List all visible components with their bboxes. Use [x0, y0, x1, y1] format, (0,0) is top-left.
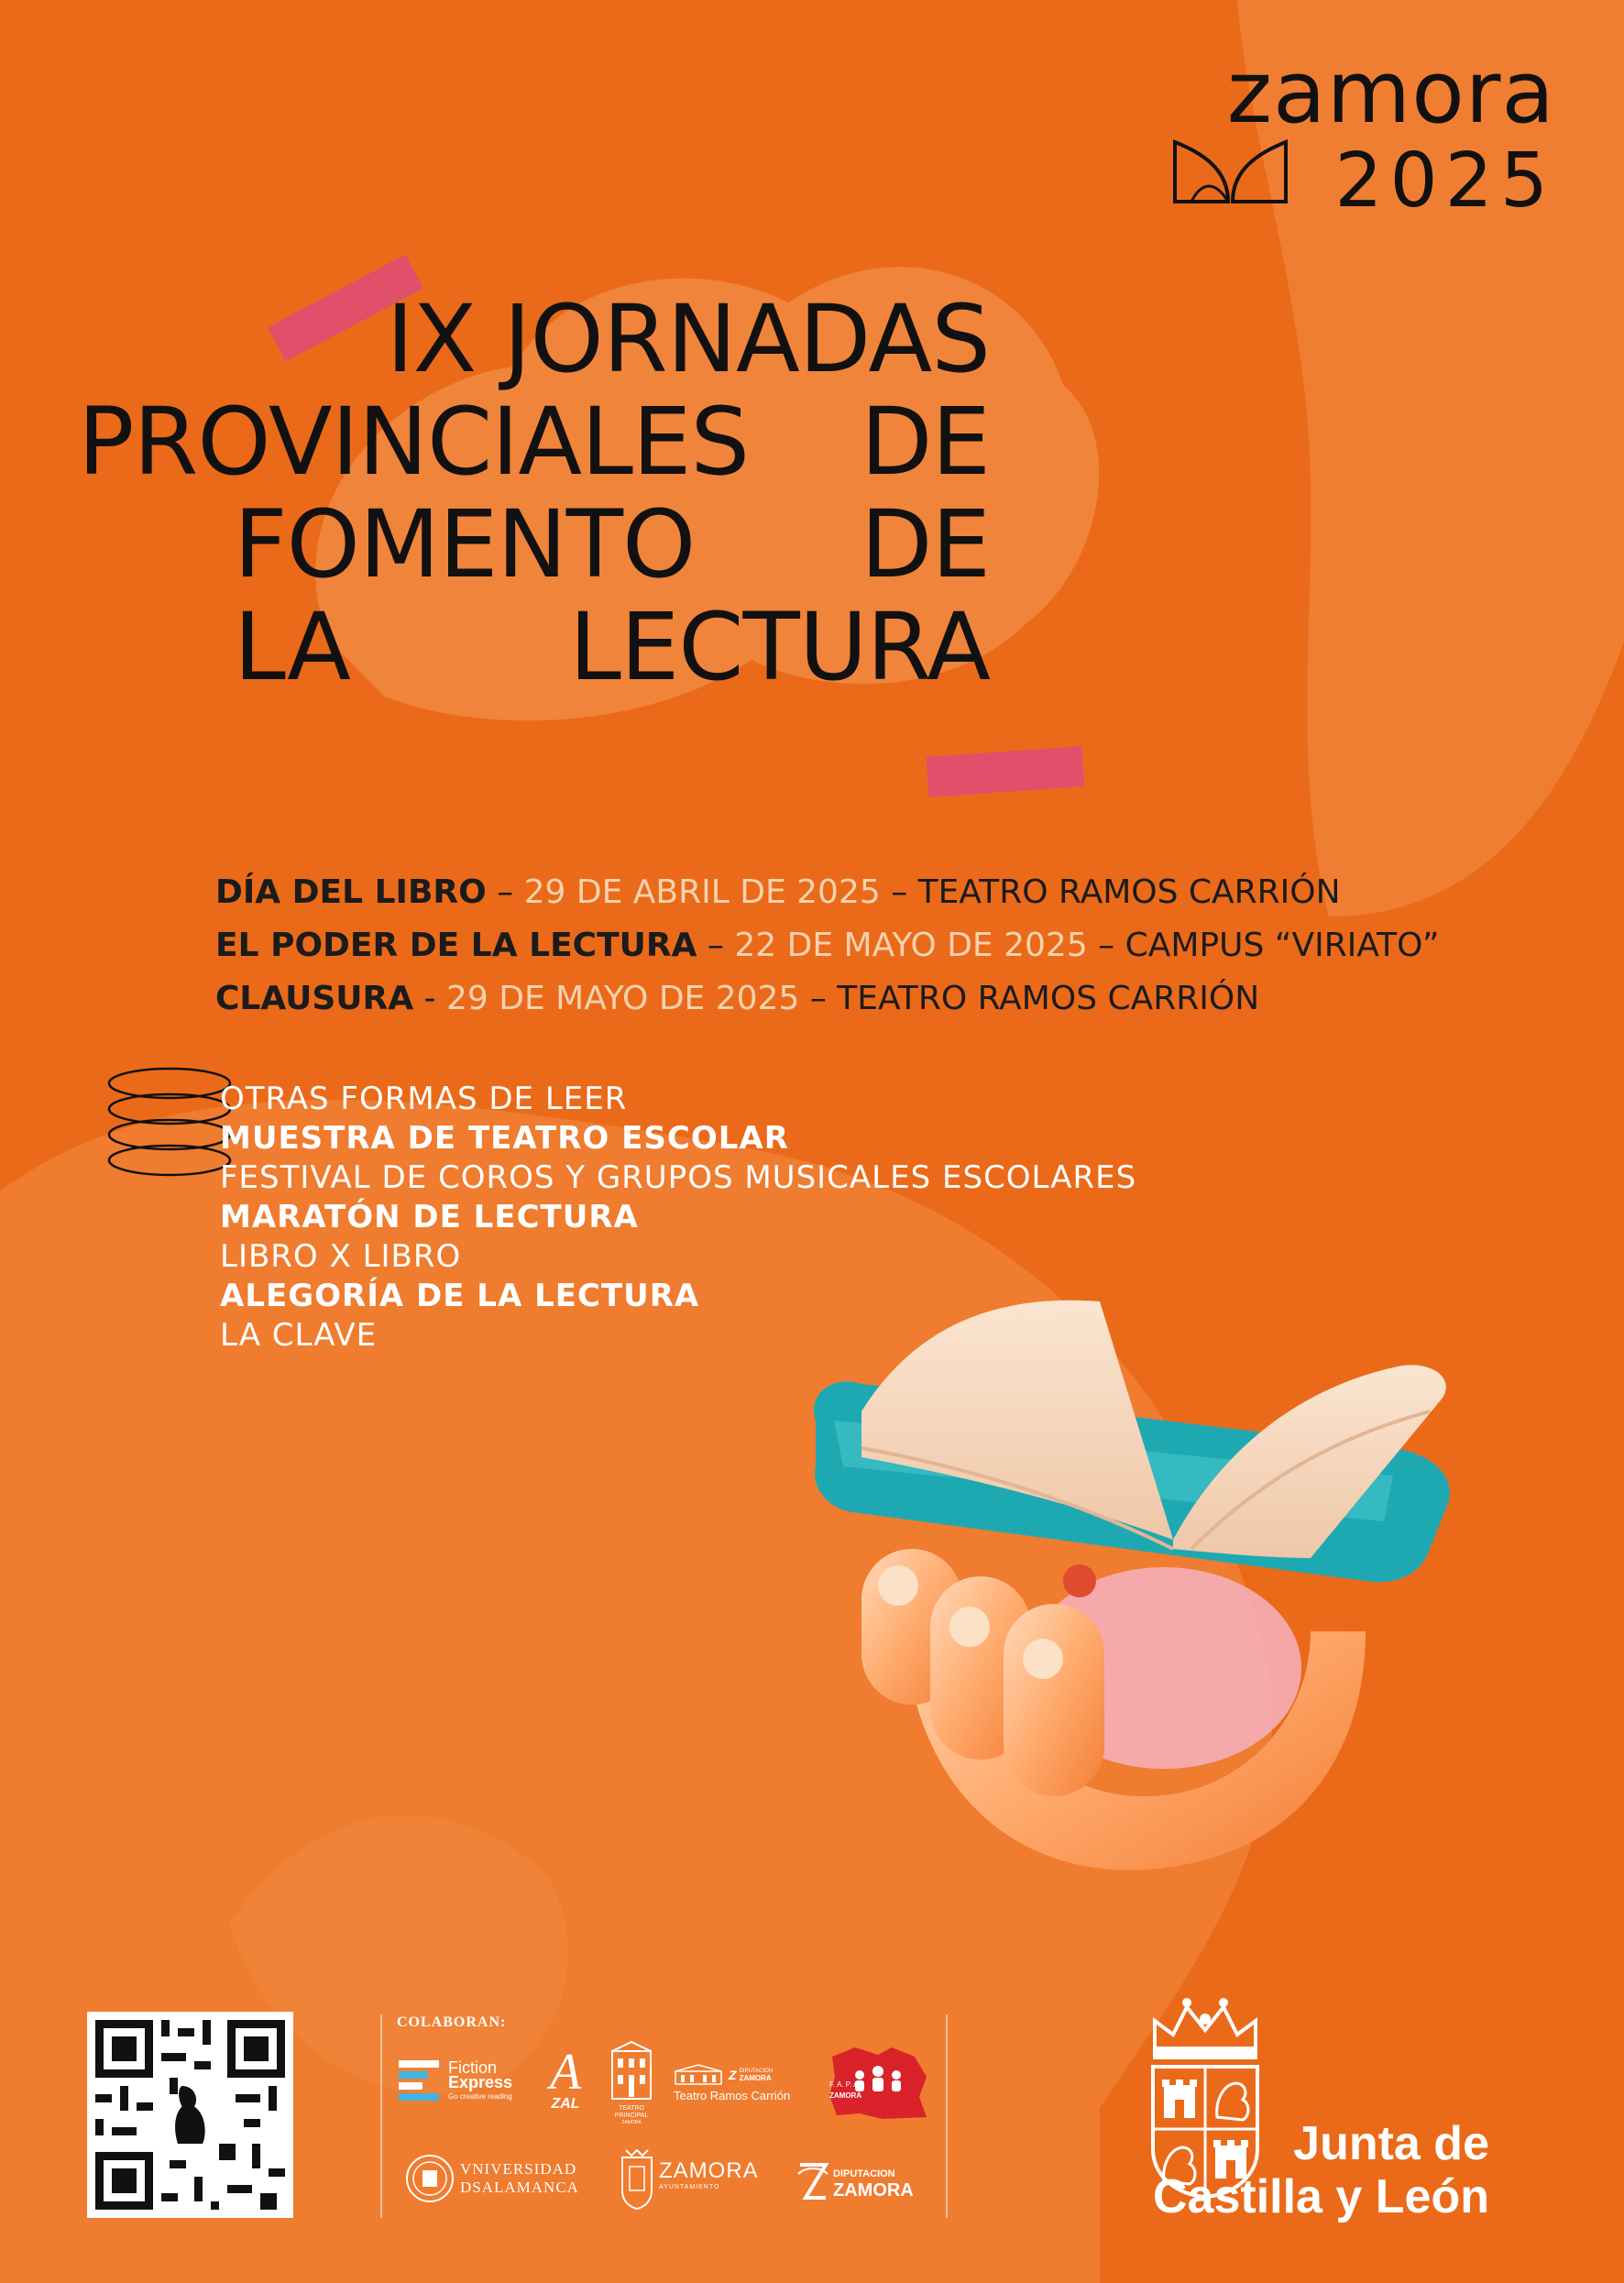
event-place: CAMPUS “VIRIATO” — [1125, 927, 1440, 964]
dip-line2: ZAMORA — [833, 2180, 914, 2201]
event-separator: – — [697, 927, 735, 964]
fapa-line2: ZAMORA — [829, 2091, 862, 2100]
event-separator: – — [799, 980, 838, 1017]
event-date: 29 DE ABRIL DE 2025 — [523, 873, 881, 911]
university-seal-icon — [405, 2154, 455, 2203]
city-crest-icon — [619, 2148, 655, 2211]
event-place: TEATRO RAMOS CARRIÓN — [917, 873, 1341, 911]
event-row — [215, 866, 1440, 919]
event-name: DÍA DEL LIBRO — [215, 873, 487, 911]
title-word: PROVINCIALES — [78, 388, 750, 497]
junta-line2: Castilla y León — [1153, 2170, 1489, 2223]
brand-word: zamora — [1226, 43, 1555, 143]
theatre-building-icon — [609, 2040, 654, 2101]
junta-text — [1153, 2117, 1489, 2223]
rings-decoration-icon — [105, 1065, 234, 1186]
event-date: 22 DE MAYO DE 2025 — [734, 927, 1088, 964]
universidad-salamanca-logo — [405, 2154, 579, 2203]
activity-item: FESTIVAL DE COROS Y GRUPOS MUSICALES ESCOLARES — [220, 1159, 1137, 1196]
junta-castilla-leon-logo — [1104, 1993, 1498, 2232]
fiction-express-logo — [399, 2058, 512, 2106]
activity-item: MUESTRA DE TEATRO ESCOLAR — [220, 1120, 789, 1157]
teatro-ramos-carrion-logo — [674, 2064, 802, 2102]
usal-line1: VNIVERSIDAD — [460, 2160, 577, 2178]
hand-holding-book-illustration — [797, 1283, 1466, 1952]
qr-code[interactable] — [87, 2012, 293, 2218]
zal-logo — [538, 2044, 593, 2112]
diputacion-z-mark-icon — [796, 2161, 829, 2203]
qr-code-pattern — [87, 2012, 293, 2218]
title-word: DE — [861, 490, 990, 599]
zal-label: ZAL — [551, 2096, 580, 2112]
fiction-express-icon — [399, 2058, 443, 2106]
open-book-mark-icon — [1173, 137, 1288, 206]
event-date: 29 DE MAYO DE 2025 — [445, 980, 800, 1017]
title-line-2 — [78, 388, 990, 497]
activity-item: LIBRO X LIBRO — [220, 1238, 462, 1275]
event-separator: – — [486, 873, 524, 911]
title-line-3 — [78, 490, 990, 599]
dip-line1: DIPUTACION — [833, 2168, 895, 2179]
fapa-logo — [828, 2040, 933, 2125]
teatro-principal-line2: PRINCIPAL — [614, 2113, 649, 2119]
ramos-label: Teatro Ramos Carrión — [674, 2089, 791, 2102]
collaborators-panel — [380, 2014, 948, 2218]
title-word: LECTURA — [569, 593, 990, 702]
ramos-dip-line2: ZAMORA — [739, 2074, 772, 2082]
event-separator: – — [880, 873, 918, 911]
event-name: EL PODER DE LA LECTURA — [215, 927, 697, 964]
fapa-line1: F. A. P. A. — [829, 2080, 861, 2089]
ayto-line1: ZAMORA — [659, 2158, 759, 2183]
event-row — [215, 919, 1440, 972]
fiction-express-line2: Express — [448, 2073, 513, 2091]
title-line-1 — [78, 285, 990, 394]
usal-line2: DSALAMANCA — [460, 2179, 579, 2196]
title-word: LA — [234, 593, 350, 702]
ayuntamiento-zamora-logo — [619, 2148, 759, 2211]
title-word: FOMENTO — [234, 490, 696, 599]
event-separator: – — [1087, 927, 1125, 964]
ramos-dip-line1: DIPUTACION — [739, 2069, 774, 2074]
event-place: TEATRO RAMOS CARRIÓN — [837, 980, 1260, 1017]
ramos-building-icon — [674, 2064, 723, 2086]
teatro-principal-logo — [605, 2040, 658, 2126]
event-separator: - — [413, 980, 446, 1017]
activity-item: OTRAS FORMAS DE LEER — [220, 1081, 628, 1117]
event-list — [215, 866, 1440, 1026]
diputacion-zamora-logo — [796, 2161, 914, 2203]
teatro-principal-line3: ZAMORA — [621, 2120, 642, 2125]
junta-line1: Junta de — [1293, 2117, 1489, 2170]
event-row — [215, 972, 1440, 1026]
activity-item: ALEGORÍA DE LA LECTURA — [220, 1278, 700, 1314]
diputacion-z-icon: Z — [729, 2068, 737, 2082]
zal-a-icon: A — [549, 2044, 582, 2101]
title-word: JORNADAS — [503, 285, 990, 394]
fiction-express-line3: Go creative reading — [448, 2092, 512, 2101]
title-word: DE — [861, 388, 990, 497]
ayto-line2: AYUNTAMIENTO — [659, 2184, 720, 2190]
title-word: IX — [386, 285, 477, 394]
title-line-4 — [78, 593, 990, 702]
main-title — [78, 285, 990, 702]
teatro-principal-line1: TEATRO — [619, 2105, 644, 2112]
brand-year: 2025 — [1334, 137, 1555, 225]
event-name: CLAUSURA — [215, 980, 414, 1017]
activity-item: MARATÓN DE LECTURA — [220, 1199, 639, 1235]
collaborators-title: COLABORAN: — [397, 2014, 507, 2030]
fiction-express-line1: Fiction — [448, 2058, 498, 2077]
activity-item: LA CLAVE — [220, 1317, 378, 1354]
